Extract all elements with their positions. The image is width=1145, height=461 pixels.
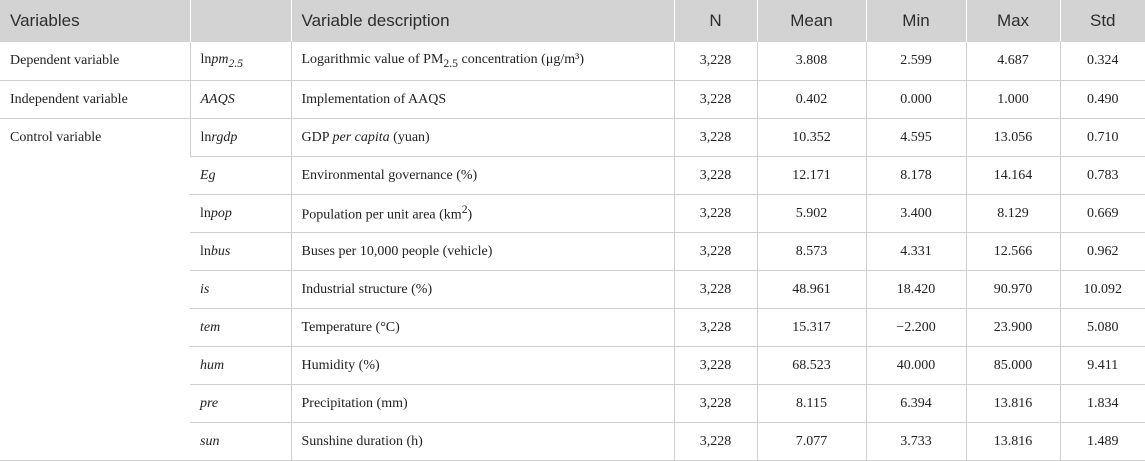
cell-min: 18.420	[866, 271, 966, 309]
cell-min: 4.331	[866, 233, 966, 271]
group-label: Dependent variable	[0, 42, 190, 81]
header-row	[0, 0, 1145, 42]
cell-min: −2.200	[866, 309, 966, 347]
cell-n: 3,228	[674, 42, 757, 81]
variable-symbol: sun	[190, 423, 291, 461]
cell-min: 6.394	[866, 385, 966, 423]
table-row	[0, 119, 1145, 157]
variable-description: Logarithmic value of $PM_{2.5}$ concentration (μg/m³)	[291, 42, 674, 81]
header-variables: Variables	[0, 0, 190, 42]
cell-n: 3,228	[674, 271, 757, 309]
cell-n: 3,228	[674, 347, 757, 385]
cell-min: 3.400	[866, 195, 966, 233]
variable-symbol: is	[190, 271, 291, 309]
cell-n: 3,228	[674, 385, 757, 423]
cell-mean: 8.573	[757, 233, 866, 271]
cell-std: 0.324	[1060, 42, 1145, 81]
variable-symbol: AAQS	[190, 81, 291, 119]
cell-mean: 15.317	[757, 309, 866, 347]
variable-description: GDP per capita (yuan)	[291, 119, 674, 157]
variable-description: Humidity (%)	[291, 347, 674, 385]
variable-symbol: lnrgdp	[190, 119, 291, 157]
cell-max: 13.816	[966, 423, 1060, 461]
cell-min: 0.000	[866, 81, 966, 119]
variable-description: Industrial structure (%)	[291, 271, 674, 309]
cell-max: 23.900	[966, 309, 1060, 347]
cell-min: 3.733	[866, 423, 966, 461]
cell-mean: 10.352	[757, 119, 866, 157]
cell-mean: 8.115	[757, 385, 866, 423]
cell-n: 3,228	[674, 233, 757, 271]
cell-std: 0.962	[1060, 233, 1145, 271]
cell-max: 85.000	[966, 347, 1060, 385]
cell-n: 3,228	[674, 195, 757, 233]
variable-description: Population per unit area $(km^2)$	[291, 195, 674, 233]
cell-n: 3,228	[674, 157, 757, 195]
variable-symbol: tem	[190, 309, 291, 347]
cell-max: 12.566	[966, 233, 1060, 271]
cell-max: 14.164	[966, 157, 1060, 195]
cell-std: 1.834	[1060, 385, 1145, 423]
header-n: N	[674, 0, 757, 42]
cell-std: 0.783	[1060, 157, 1145, 195]
cell-min: 4.595	[866, 119, 966, 157]
variable-symbol: pre	[190, 385, 291, 423]
cell-max: 8.129	[966, 195, 1060, 233]
variable-symbol: lnbus	[190, 233, 291, 271]
header-symbol	[190, 0, 291, 42]
cell-mean: 48.961	[757, 271, 866, 309]
cell-max: 13.056	[966, 119, 1060, 157]
table-row	[0, 42, 1145, 81]
variable-symbol: Eg	[190, 157, 291, 195]
header-mean: Mean	[757, 0, 866, 42]
cell-max: 4.687	[966, 42, 1060, 81]
group-label: Independent variable	[0, 81, 190, 119]
cell-n: 3,228	[674, 309, 757, 347]
cell-mean: 0.402	[757, 81, 866, 119]
table-row	[0, 81, 1145, 119]
variable-symbol: hum	[190, 347, 291, 385]
variable-description: Implementation of AAQS	[291, 81, 674, 119]
cell-std: 5.080	[1060, 309, 1145, 347]
variable-description: Environmental governance (%)	[291, 157, 674, 195]
header-description: Variable description	[291, 0, 674, 42]
cell-mean: 12.171	[757, 157, 866, 195]
cell-std: 10.092	[1060, 271, 1145, 309]
cell-min: 8.178	[866, 157, 966, 195]
header-max: Max	[966, 0, 1060, 42]
variable-description: Precipitation (mm)	[291, 385, 674, 423]
cell-std: 0.490	[1060, 81, 1145, 119]
cell-n: 3,228	[674, 119, 757, 157]
cell-max: 90.970	[966, 271, 1060, 309]
cell-mean: 5.902	[757, 195, 866, 233]
header-min: Min	[866, 0, 966, 42]
cell-std: 0.710	[1060, 119, 1145, 157]
variable-symbol: lnpm$_{2.5}$	[190, 42, 291, 81]
cell-min: 2.599	[866, 42, 966, 81]
cell-max: 13.816	[966, 385, 1060, 423]
cell-min: 40.000	[866, 347, 966, 385]
variable-description: Temperature (°C)	[291, 309, 674, 347]
cell-n: 3,228	[674, 423, 757, 461]
cell-mean: 3.808	[757, 42, 866, 81]
variable-symbol: lnpop	[190, 195, 291, 233]
header-std: Std	[1060, 0, 1145, 42]
cell-max: 1.000	[966, 81, 1060, 119]
cell-mean: 7.077	[757, 423, 866, 461]
group-label: Control variable	[0, 119, 190, 461]
variable-description: Sunshine duration (h)	[291, 423, 674, 461]
variable-description: Buses per 10,000 people (vehicle)	[291, 233, 674, 271]
cell-std: 1.489	[1060, 423, 1145, 461]
cell-std: 9.411	[1060, 347, 1145, 385]
cell-std: 0.669	[1060, 195, 1145, 233]
cell-mean: 68.523	[757, 347, 866, 385]
cell-n: 3,228	[674, 81, 757, 119]
